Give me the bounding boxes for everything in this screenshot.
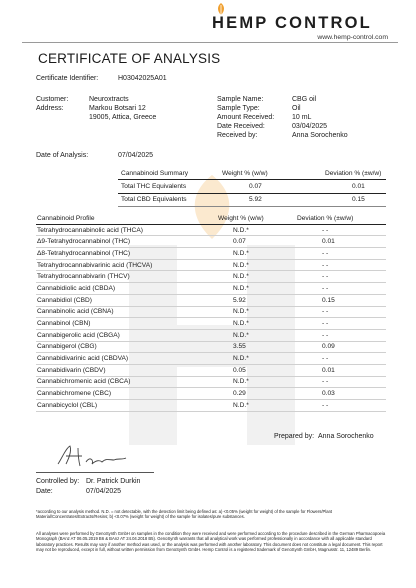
date-received-value: 03/04/2025 <box>292 123 328 130</box>
date-received-label: Date Received: <box>217 123 265 130</box>
deviation-cell: 0.01 <box>322 180 386 193</box>
weight-cell: N.D.* <box>217 224 296 236</box>
weight-cell: 0.29 <box>217 388 296 400</box>
signature-line <box>36 472 154 473</box>
cannabinoid-name: Cannabigerolic acid (CBGA) <box>36 329 217 341</box>
cannabinoid-name: Δ9-Tetrahydrocannabinol (THC) <box>36 236 217 248</box>
header-divider <box>22 42 398 43</box>
cannabinoid-name: Tetrahydrocannabivarinic acid (THCVA) <box>36 259 217 271</box>
weight-cell: N.D.* <box>217 353 296 365</box>
cannabinoid-name: Cannabicyclol (CBL) <box>36 400 217 412</box>
weight-cell: 0.05 <box>217 364 296 376</box>
deviation-cell: - - <box>296 400 386 412</box>
table-row <box>118 193 386 206</box>
cannabinoid-name: Δ8-Tetrahydrocannabinol (THC) <box>36 248 217 260</box>
weight-cell: 0.07 <box>217 236 296 248</box>
table-row <box>36 364 386 376</box>
deviation-cell: - - <box>296 353 386 365</box>
table-header-row <box>118 167 386 180</box>
table-row <box>36 306 386 318</box>
table-row <box>36 224 386 236</box>
header-cell: Weight % (w/w) <box>219 167 322 180</box>
sample-type-label: Sample Type: <box>217 105 260 112</box>
customer-label: Customer: <box>36 96 69 103</box>
weight-cell: N.D.* <box>217 271 296 283</box>
address-line2: 19005, Attica, Greece <box>89 114 157 121</box>
deviation-cell: 0.01 <box>296 236 386 248</box>
amount-value: 10 mL <box>292 114 312 121</box>
signature-image <box>52 438 132 472</box>
sample-type-value: Oil <box>292 105 301 112</box>
analysis-date-label: Date of Analysis: <box>36 152 89 159</box>
deviation-cell: - - <box>296 259 386 271</box>
weight-cell: N.D.* <box>217 318 296 330</box>
header-cell: Deviation % (±w/w) <box>296 213 386 224</box>
controlled-by-name: Dr. Patrick Durkin <box>86 478 141 485</box>
weight-cell: 0.07 <box>219 180 322 193</box>
weight-cell: 5.92 <box>217 294 296 306</box>
deviation-cell: - - <box>296 306 386 318</box>
table-row <box>36 376 386 388</box>
address-label: Address: <box>36 105 64 112</box>
brand-name: HEMP CONTROL <box>212 14 372 32</box>
cannabinoid-name: Cannabinol (CBN) <box>36 318 217 330</box>
deviation-cell: - - <box>296 224 386 236</box>
weight-cell: N.D.* <box>217 283 296 295</box>
cannabinoid-name: Cannabigerol (CBG) <box>36 341 217 353</box>
table-row <box>36 400 386 412</box>
cannabinoid-profile-table <box>36 213 386 412</box>
row-label: Total CBD Equivalents <box>118 193 219 206</box>
received-by-label: Received by: <box>217 132 258 139</box>
sample-name-value: CBG oil <box>292 96 317 103</box>
table-row <box>36 259 386 271</box>
deviation-cell: - - <box>296 376 386 388</box>
cannabinoid-name: Tetrahydrocannabivarin (THCV) <box>36 271 217 283</box>
deviation-cell: 0.03 <box>296 388 386 400</box>
header-cell: Weight % (w/w) <box>217 213 296 224</box>
weight-cell: 5.92 <box>219 193 322 206</box>
deviation-cell: - - <box>296 271 386 283</box>
deviation-cell: - - <box>296 318 386 330</box>
certificate-id-label: Certificate Identifier: <box>36 75 99 82</box>
table-row <box>36 236 386 248</box>
brand-url[interactable]: www.hemp-control.com <box>317 34 388 41</box>
controlled-date-value: 07/04/2025 <box>86 488 122 495</box>
table-header-row <box>36 213 386 224</box>
prepared-by-name: Anna Sorochenko <box>318 433 374 440</box>
weight-cell: N.D.* <box>217 376 296 388</box>
received-by-value: Anna Sorochenko <box>292 132 348 139</box>
table-row <box>36 271 386 283</box>
header-cell: Cannabinoid Profile <box>36 213 217 224</box>
table-row <box>36 388 386 400</box>
controlled-by-label: Controlled by: <box>36 478 80 485</box>
row-label: Total THC Equivalents <box>118 180 219 193</box>
analysis-date-value: 07/04/2025 <box>118 152 154 159</box>
cannabinoid-name: Cannabidivarinic acid (CBDVA) <box>36 353 217 365</box>
deviation-cell: 0.15 <box>296 294 386 306</box>
deviation-cell: - - <box>296 329 386 341</box>
deviation-cell: 0.09 <box>296 341 386 353</box>
deviation-cell: - - <box>296 248 386 260</box>
certificate-id-value: H03042025A01 <box>118 75 167 82</box>
weight-cell: N.D.* <box>217 259 296 271</box>
cannabinoid-name: Cannabichromene (CBC) <box>36 388 217 400</box>
table-row <box>36 318 386 330</box>
deviation-cell: 0.01 <box>296 364 386 376</box>
customer-value: Neuroxtracts <box>89 96 129 103</box>
table-row <box>36 283 386 295</box>
weight-cell: N.D.* <box>217 329 296 341</box>
cannabinoid-summary-table <box>118 167 386 207</box>
table-row <box>36 294 386 306</box>
table-row <box>36 353 386 365</box>
disclaimer: All analyses were performed by GenoSynth GmbH on samples in the condition they were received and were performed according to the procedure described in the German Pharmacopoeia Monograph (BAnz AT 06.05.2019 B6 & BAnz AT 24.04.2018 B5). GenoSynth warrants that all analytical work was performed professionally in accordance with all applicable standard laboratory practices. Results may vary if another method was used, or the analysis was performed with another laboratory. This document does not constitute a legal document. This report may not be reproduced, except in full, without written permission from GenoSynth GmbH. Hemp Control is a registered trademark of GenoSynth GmbH, Magnusstr. 11, 12489 Berlin. <box>36 531 386 553</box>
header-cell: Cannabinoid Summary <box>118 167 219 180</box>
sample-name-label: Sample Name: <box>217 96 264 103</box>
table-row <box>118 180 386 193</box>
table-row <box>36 341 386 353</box>
weight-cell: N.D.* <box>217 306 296 318</box>
address-line1: Markou Botsari 12 <box>89 105 146 112</box>
deviation-cell: - - <box>296 283 386 295</box>
cannabinoid-name: Cannabichromenic acid (CBCA) <box>36 376 217 388</box>
cannabinoid-name: Cannabidivarin (CBDV) <box>36 364 217 376</box>
table-row <box>36 329 386 341</box>
weight-cell: 3.55 <box>217 341 296 353</box>
cannabinoid-name: Tetrahydrocannabinolic acid (THCA) <box>36 224 217 236</box>
weight-cell: N.D.* <box>217 248 296 260</box>
weight-cell: N.D.* <box>217 400 296 412</box>
cannabinoid-name: Cannabidiol (CBD) <box>36 294 217 306</box>
prepared-by-label: Prepared by: <box>274 433 315 440</box>
controlled-date-label: Date: <box>36 488 53 495</box>
deviation-cell: 0.15 <box>322 193 386 206</box>
table-row <box>36 248 386 260</box>
amount-label: Amount Received: <box>217 114 275 121</box>
cannabinoid-name: Cannabinolic acid (CBNA) <box>36 306 217 318</box>
cannabinoid-name: Cannabidiolic acid (CBDA) <box>36 283 217 295</box>
page-title: CERTIFICATE OF ANALYSIS <box>38 51 221 66</box>
header-cell: Deviation % (±w/w) <box>322 167 386 180</box>
footnote: *according to our analysis method. N.D. = not detectable, with the detection limit being defined as: a) <0.05% (weight for weight) of the sample for Flowers/Plant Material/Concentrates/Extracts/Resins; b) <0.07% (weight for weight) of the sample for isolates/pure substances. <box>36 509 333 520</box>
